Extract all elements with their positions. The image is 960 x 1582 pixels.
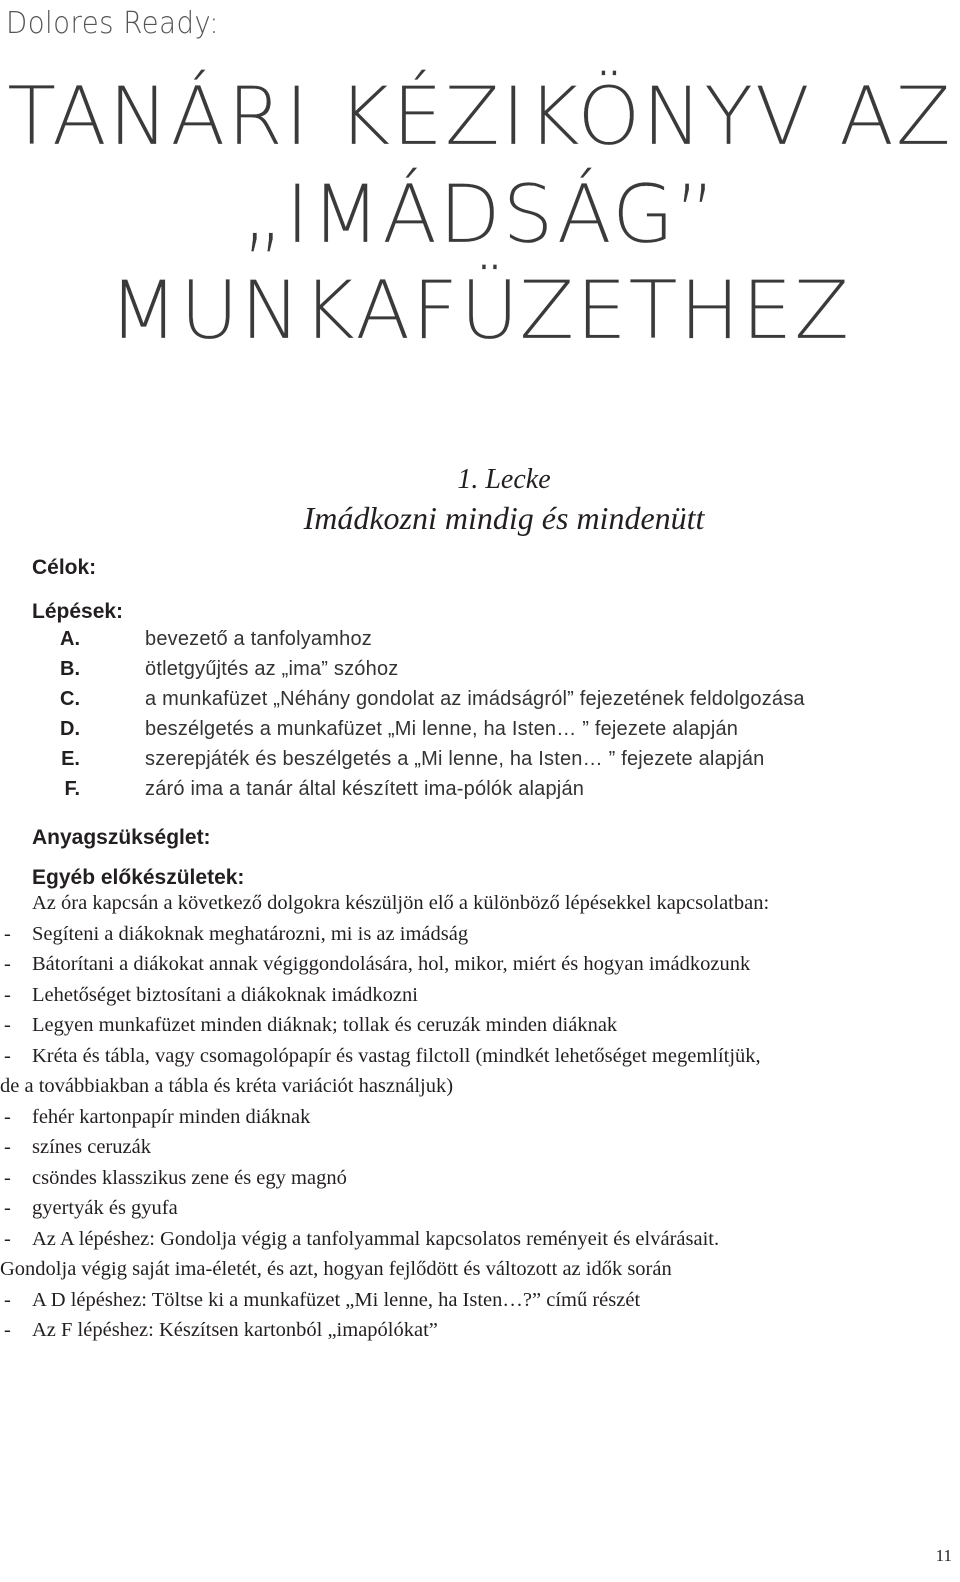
book-title-line-1: TANÁRI KÉZIKÖNYV AZ [7,70,953,163]
prep-line [0,919,950,950]
prep-line-continuation: Gondolja végig saját ima-életét, és azt, hogyan fejlődött és változott az idők során [0,1258,672,1280]
prep-line-text: Lehetőséget biztosítani a diákoknak imádkozni [32,983,418,1006]
lesson-number: 1. Lecke [457,464,551,495]
page-number: 11 [935,1546,952,1565]
steps-heading: Lépések: [32,600,124,623]
materials-heading: Anyagszükséglet: [32,826,211,849]
step-item-f [0,774,960,804]
dash-bullet: - [4,1136,11,1158]
prep-line-text: Kréta és tábla, vagy csomagolópapír és vastag filctoll (mindkét lehetőséget megemlítjük, [32,1044,761,1067]
prep-line-text: csöndes klasszikus zene és egy magnó [32,1166,347,1189]
book-title-line-2: „IMÁDSÁG” [242,168,718,261]
prep-line-text: gyertyák és gyufa [32,1197,178,1219]
prep-line-text: Segíteni a diákoknak meghatározni, mi is az imádság [32,922,469,945]
prep-line [0,949,950,980]
prep-line [0,980,950,1011]
step-item-c [0,684,960,714]
prep-line [0,1132,950,1163]
step-item-a [0,624,960,654]
dash-bullet: - [4,953,11,975]
goals-heading: Célok: [32,556,97,579]
step-text: a munkafüzet „Néhány gondolat az imádságról” fejezetének feldolgozása [145,688,805,710]
prep-line-text: A D lépéshez: Töltse ki a munkafüzet „Mi lenne, ha Isten…?” című részét [32,1288,641,1311]
step-text: ötletgyűjtés az „ima” szóhoz [145,658,399,680]
step-item-e [0,744,960,774]
prep-line-text: Az A lépéshez: Gondolja végig a tanfolyammal kapcsolatos reményeit és elvárásait. [32,1227,720,1250]
prep-line [0,1285,950,1316]
prep-line [0,1315,950,1346]
dash-bullet: - [4,1044,11,1067]
step-item-d [0,714,960,744]
lesson-title: Imádkozni mindig és mindenütt [303,500,705,536]
step-item-b [0,654,960,684]
prep-line-continuation: de a továbbiakban a tábla és kréta variációt használjuk) [0,1075,454,1097]
prep-line-text: Bátorítani a diákokat annak végiggondolására, hol, mikor, miért és hogyan imádkozunk [32,953,751,975]
dash-bullet: - [4,1105,11,1128]
step-letter: C. [60,688,80,710]
prep-line-text: Az F lépéshez: Készítsen kartonból „imapólókat” [32,1319,438,1341]
prep-line [0,1102,950,1133]
step-text: záró ima a tanár által készített ima-pólók alapján [145,778,585,800]
prep-line [0,1163,950,1194]
dash-bullet: - [4,1227,11,1250]
prep-body [0,888,950,1346]
dash-bullet: - [4,983,11,1006]
prep-line [0,1041,950,1072]
book-title-line-3: MUNKAFÜZETHEZ [108,264,852,357]
step-text: bevezető a tanfolyamhoz [145,628,372,650]
step-text: szerepjáték és beszélgetés a „Mi lenne, ha Isten… ” fejezete alapján [145,748,765,770]
steps-list [0,624,960,804]
prep-line [0,1193,950,1224]
prep-line-text: fehér kartonpapír minden diáknak [32,1105,311,1128]
dash-bullet: - [4,1014,11,1036]
prep-line-text: Legyen munkafüzet minden diáknak; tollak és ceruzák minden diáknak [32,1014,618,1036]
prep-line [0,1224,950,1255]
step-letter: E. [61,748,80,770]
author-name: Dolores Ready: [6,6,219,41]
step-letter: D. [60,718,80,740]
dash-bullet: - [4,922,11,945]
prep-intro: Az óra kapcsán a következő dolgokra készüljön elő a különböző lépésekkel kapcsolatban: [32,892,770,914]
step-text: beszélgetés a munkafüzet „Mi lenne, ha Isten… ” fejezete alapján [145,718,739,740]
step-letter: F. [64,778,80,800]
step-letter: A. [60,628,80,650]
dash-bullet: - [4,1288,11,1311]
other-prep-heading: Egyéb előkészületek: [32,866,245,889]
dash-bullet: - [4,1319,11,1341]
prep-line-text: színes ceruzák [32,1136,151,1158]
dash-bullet: - [4,1166,11,1189]
prep-line [0,1010,950,1041]
dash-bullet: - [4,1197,11,1219]
step-letter: B. [60,658,80,680]
